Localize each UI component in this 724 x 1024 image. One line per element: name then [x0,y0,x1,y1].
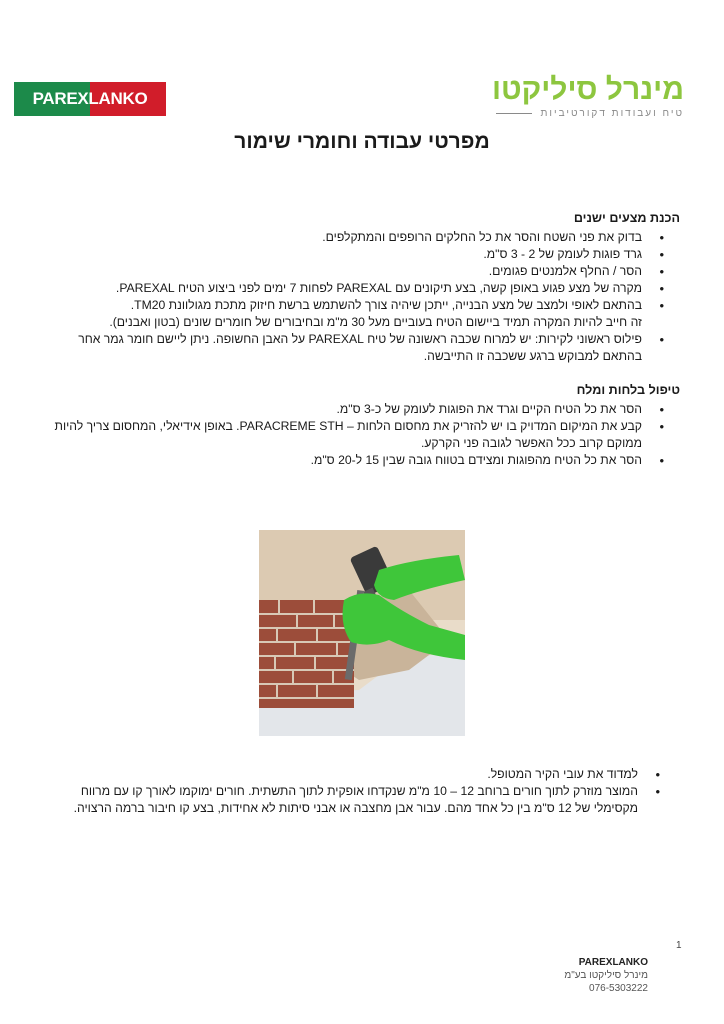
footer [528,956,648,995]
list-note: זה חייב להיות המקרה תמיד ביישום הטיח בעוביים מעל 30 מ"מ ובחיבורים של חומרים שונים (בטון ואבנים). [109,315,642,329]
list-item: • הסר / החלף אלמנטים פגומים. [40,263,680,280]
list-item: • בהתאם לאופי ולמצב של מצע הבנייה, ייתכן שיהיה צורך להשתמש ברשת חיזוק מתכת מגולוונת TM20. [40,297,680,314]
section-heading: טיפול בלחות ומלח [576,383,680,397]
section-injection-steps [60,766,672,817]
parexlanko-logo-text: PAREXLANKO [32,89,148,108]
photo-illustration [259,530,465,736]
section-old-substrate-prep [40,210,680,365]
tagline-divider [496,113,532,114]
list-item: • גרד פוגות לעומק של 2 - 3 ס"מ. [40,246,680,263]
brick-area [259,600,354,708]
list-item: • פילוס ראשוני לקירות: יש למרוח שכבה ראשונה של טיח PAREXAL על האבן החשופה. ניתן ליישם חומר גמר אחר בהתאם למבוקש ברגע ששכבה זו התייבשה. [40,331,680,365]
mineral-logo-name: מינרל סיליקטו [491,73,684,106]
list-item: • הסר את כל הטיח הקיים וגרד את הפוגות לעומק של כ-3 ס"מ. [40,401,680,418]
bullet-list [60,766,672,817]
list-item: • הסר את כל הטיח מהפוגות ומצידם בטווח גובה שבין 15 ל-20 ס"מ. [40,452,680,469]
mineral-logo-tagline-row [484,108,684,119]
list-item: • המוצר מוזרק לתוך חורים ברוחב 12 – 10 מ"מ שנקדחו אופקית לתוך התשתית. חורים ימוקמו לאורך קו עם מרווח מקסימלי של 12 ס"מ בין כל אחד מהם. עבור אבן מחצבה או אבני סיתות לא אחידות, בצע קו חיבור ברמה הרצויה. [60,783,672,817]
mineral-silikato-logo [484,74,684,119]
bullet-list [40,401,680,469]
list-item: • מקרה של מצע פגוע באופן קשה, בצע תיקונים עם PAREXAL לפחות 7 ימים לפני ביצוע הטיח PAREXAL. [40,280,680,297]
section-heading: הכנת מצעים ישנים [573,211,680,225]
bullet-list [40,331,680,365]
footer-brand: PAREXLANKO [578,957,648,968]
bullet-list [40,229,680,314]
footer-company: מינרל סיליקטו בע"מ [564,970,648,981]
wall-chiseling-photo [259,530,465,736]
mineral-logo-tagline: טיח ועבודות דקורטיביות [540,108,684,119]
page-number: 1 [676,940,682,951]
footer-phone: 076-5303222 [589,983,648,994]
page-title: מפרטי עבודה וחומרי שימור [234,130,490,153]
list-item: • קבע את המיקום המדויק בו יש להזריק את מחסום הלחות – PARACREME STH. באופן אידיאלי, המחסום צריך להיות ממוקם קרוב ככל האפשר לגובה פני הקרקע. [40,418,680,452]
section-moisture-salt-treatment [40,382,680,469]
list-item: • למדוד את עובי הקיר המטופל. [60,766,672,783]
list-item: • בדוק את פני השטח והסר את כל החלקים הרופפים והמתקלפים. [40,229,680,246]
parexlanko-logo [14,82,166,116]
